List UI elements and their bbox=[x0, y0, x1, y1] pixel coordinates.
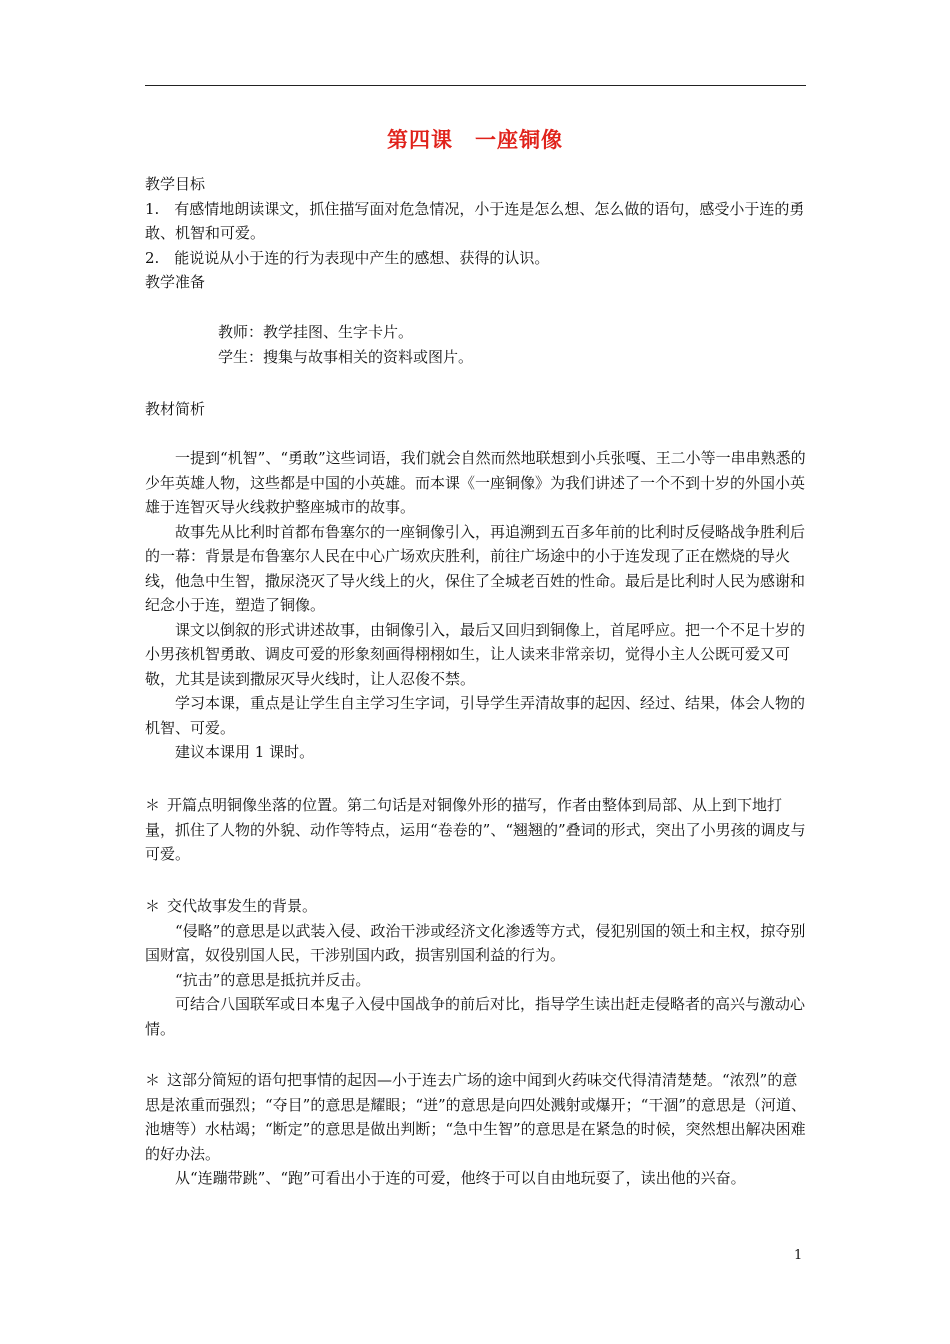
note-3-paragraph-a: 从“连蹦带跳”、“跑”可看出小于连的可爱，他终于可以自由地玩耍了，读出他的兴奋。 bbox=[175, 1169, 746, 1187]
objective-item-1: 1. 有感情地朗读课文，抓住描写面对危急情况，小于连是怎么想、怎么做的语句，感受小于连的勇敢、机智和可爱。 bbox=[145, 199, 805, 242]
page-title: 第四课 一座铜像 bbox=[387, 128, 563, 152]
analysis-body bbox=[145, 446, 810, 765]
objectives-section bbox=[145, 172, 810, 295]
star-bullet-icon: ＊ bbox=[145, 796, 161, 814]
objectives-heading: 教学目标 bbox=[145, 175, 206, 193]
analysis-section bbox=[145, 397, 810, 422]
note-1-text: 开篇点明铜像坐落的位置。第二句话是对铜像外形的描写，作者由整体到局部、从上到下地打量，抓住了人物的外貌、动作等特点，运用“卷卷的”、“翘翘的”叠词的形式，突出了小男孩的调皮与可爱。 bbox=[145, 796, 806, 863]
analysis-paragraph-4: 学习本课，重点是让学生自主学习生字词，引导学生弄清故事的起因、经过、结果，体会人物的机智、可爱。 bbox=[145, 694, 806, 737]
note-3 bbox=[145, 1068, 810, 1191]
note-2-paragraph-b: “抗击”的意思是抵抗并反击。 bbox=[175, 970, 371, 989]
star-bullet-icon: ＊ bbox=[145, 897, 161, 915]
analysis-paragraph-5: 建议本课用 1 课时。 bbox=[175, 743, 315, 761]
header-rule bbox=[145, 85, 806, 86]
note-2-paragraph-c: 可结合八国联军或日本鬼子入侵中国战争的前后对比，指导学生读出赶走侵略者的高兴与激动心情。 bbox=[145, 995, 806, 1038]
analysis-paragraph-1: 一提到“机智”、“勇敢”这些词语，我们就会自然而然地联想到小兵张嘎、王二小等一串串熟悉的少年英雄人物，这些都是中国的小英雄。而本课《一座铜像》为我们讲述了一个不到十岁的外国小英雄于连智灭导火线救护整座城市的故事。 bbox=[145, 449, 806, 516]
preparation-heading: 教学准备 bbox=[145, 273, 206, 291]
note-2-text: 交代故事发生的背景。 bbox=[167, 897, 318, 915]
page-number: 1 bbox=[794, 1248, 803, 1263]
note-2 bbox=[145, 894, 810, 1041]
star-bullet-icon: ＊ bbox=[145, 1071, 161, 1089]
analysis-paragraph-3: 课文以倒叙的形式讲述故事，由铜像引入，最后又回归到铜像上，首尾呼应。把一个不足十岁的小男孩机智勇敢、调皮可爱的形象刻画得栩栩如生，让人读来非常亲切，觉得小主人公既可爱又可敬，尤其是读到撒尿灭导火线时，让人忍俊不禁。 bbox=[145, 620, 806, 688]
preparation-student: 学生：搜集与故事相关的资料或图片。 bbox=[218, 348, 474, 366]
analysis-paragraph-2: 故事先从比利时首都布鲁塞尔的一座铜像引入，再追溯到五百多年前的比利时反侵略战争胜利后的一幕：背景是布鲁塞尔人民在中心广场欢庆胜利，前往广场途中的小于连发现了正在燃烧的导火线，他急中生智，撒尿浇灭了导火线上的火，保住了全城老百姓的性命。最后是比利时人民为感谢和纪念小于连，塑造了铜像。 bbox=[145, 522, 806, 614]
analysis-heading: 教材简析 bbox=[145, 400, 206, 418]
note-2-paragraph-a: “侵略”的意思是以武装入侵、政治干涉或经济文化渗透等方式，侵犯别国的领土和主权，掠夺别国财富，奴役别国人民，干涉别国内政，损害别国利益的行为。 bbox=[145, 921, 806, 964]
objective-item-2: 2. 能说说从小于连的行为表现中产生的感想、获得的认识。 bbox=[145, 248, 550, 267]
preparation-teacher: 教师：教学挂图、生字卡片。 bbox=[218, 323, 414, 341]
note-1 bbox=[145, 793, 810, 867]
note-3-text: 这部分简短的语句把事情的起因—小于连去广场的途中闻到火药味交代得清清楚楚。“浓烈”的意思是浓重而强烈；“夺目”的意思是耀眼；“迸”的意思是向四处溅射或爆开；“干涸”的意思是（河道、池塘等）水枯竭；“断定”的意思是做出判断；“急中生智”的意思是在紧急的时候，突然想出解决困难的好办法。 bbox=[145, 1071, 807, 1163]
